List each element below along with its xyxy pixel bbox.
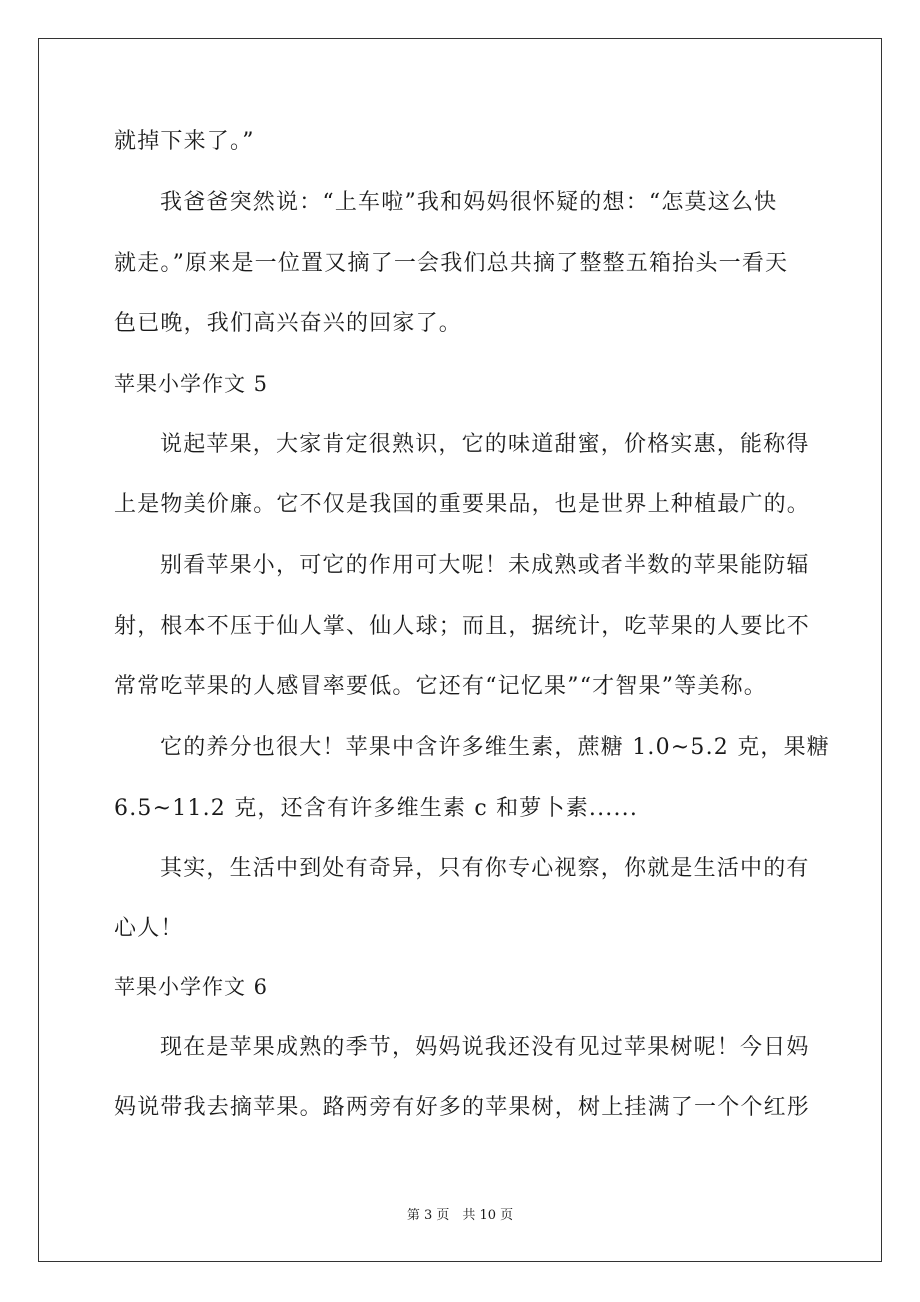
paragraph-line: 其实，生活中到处有奇异，只有你专心视察，你就是生活中的有 [160,856,810,881]
paragraph-line: 现在是苹果成熟的季节，妈妈说我还没有见过苹果树呢！今日妈 [160,1035,810,1060]
paragraph-line: 射，根本不压于仙人掌、仙人球；而且，据统计，吃苹果的人要比不 [114,614,811,639]
paragraph-line: 上是物美价廉。它不仅是我国的重要果品，也是世界上种植最广的。 [114,492,811,517]
paragraph-line: 它的养分也很大！苹果中含许多维生素，蔗糖 1.0~5.2 克，果糖 [160,735,830,760]
section-heading: 苹果小学作文 6 [114,975,269,999]
paragraph-line: 妈说带我去摘苹果。路两旁有好多的苹果树，树上挂满了一个个红彤 [114,1095,811,1120]
paragraph-line: 别看苹果小，可它的作用可大呢！未成熟或者半数的苹果能防辐 [160,553,810,578]
paragraph-line: 心人！ [114,916,184,941]
paragraph-line: 色已晚，我们高兴奋兴的回家了。 [114,311,463,336]
paragraph-line: 我爸爸突然说：“上车啦”我和妈妈很怀疑的想：“怎莫这么快 [160,190,778,215]
paragraph-line: 说起苹果，大家肯定很熟识，它的味道甜蜜，价格实惠，能称得 [160,432,810,457]
page-number-footer: 第 3 页 共 10 页 [406,1208,514,1223]
paragraph-line: 就掉下来了。” [114,129,255,154]
paragraph-line: 就走。”原来是一位置又摘了一会我们总共摘了整整五箱抬头一看天 [114,251,789,276]
page-frame [38,38,882,1262]
section-heading: 苹果小学作文 5 [114,372,269,396]
paragraph-line: 常常吃苹果的人感冒率要低。它还有“记忆果”“才智果”等美称。 [114,674,767,699]
paragraph-line: 6.5~11.2 克，还含有许多维生素 c 和萝卜素...... [114,796,639,821]
